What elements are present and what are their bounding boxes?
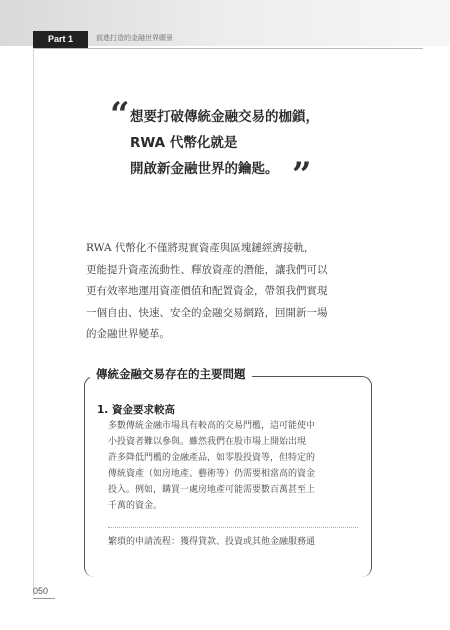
problem-line: 小投資者難以參與。雖然我們在股市場上開始出現 (108, 437, 307, 447)
pull-quote-line: 想要打破傳統金融交易的枷鎖， (130, 109, 319, 125)
section-title: 傳統金融交易存在的主要問題 (90, 366, 252, 382)
problem-line: 多數傳統金融市場具有較高的交易門檻，這可能使中 (108, 421, 316, 431)
pull-quote (130, 104, 370, 182)
page-number: 050 (33, 586, 49, 596)
problem-line: 千萬的資金。 (108, 501, 163, 511)
problem-line: 投入。例如，購買一處房地產可能需要數百萬甚至上 (108, 485, 316, 495)
dotted-divider (108, 527, 358, 528)
close-quote-icon: ” (292, 155, 312, 195)
open-quote-icon: “ (110, 95, 130, 135)
body-line: 一個自由、快速、安全的金融交易網路，回開新一場 (86, 306, 328, 319)
pull-quote-line: RWA 代幣化就是 (130, 135, 238, 151)
footer-rule (33, 598, 55, 599)
body-line: 更能提升資產流動性、釋放資產的潛能，讓我們可以 (86, 263, 328, 276)
header-divider (33, 48, 423, 49)
problem-continuation: 繁瑣的申請流程：獲得貸款、投資或其他金融服務通 (108, 537, 316, 547)
body-line: 更有效率地運用資產價值和配置資金，帶領我們實現 (86, 285, 328, 297)
problem-line: 傳統資產（如房地產、藝術等）仍需要相當高的資金 (108, 469, 316, 479)
chapter-subtitle: 前進打造的金融世界願景 (96, 34, 173, 42)
part-badge: Part 1 (33, 31, 88, 48)
left-margin-rule (33, 48, 34, 596)
problem-line: 許多降低門檻的金融產品，如零股投資等，但特定的 (108, 453, 316, 463)
body-line: RWA 代幣化不僅將現實資產與區塊鏈經濟接軌， (86, 242, 315, 254)
problem-heading: 1. 資金要求較高 (97, 404, 175, 416)
body-paragraph (86, 238, 376, 346)
problem-description (108, 418, 358, 514)
pull-quote-line: 開啟新金融世界的鑰匙。 (130, 161, 279, 177)
body-line: 的金融世界變革。 (86, 328, 170, 340)
